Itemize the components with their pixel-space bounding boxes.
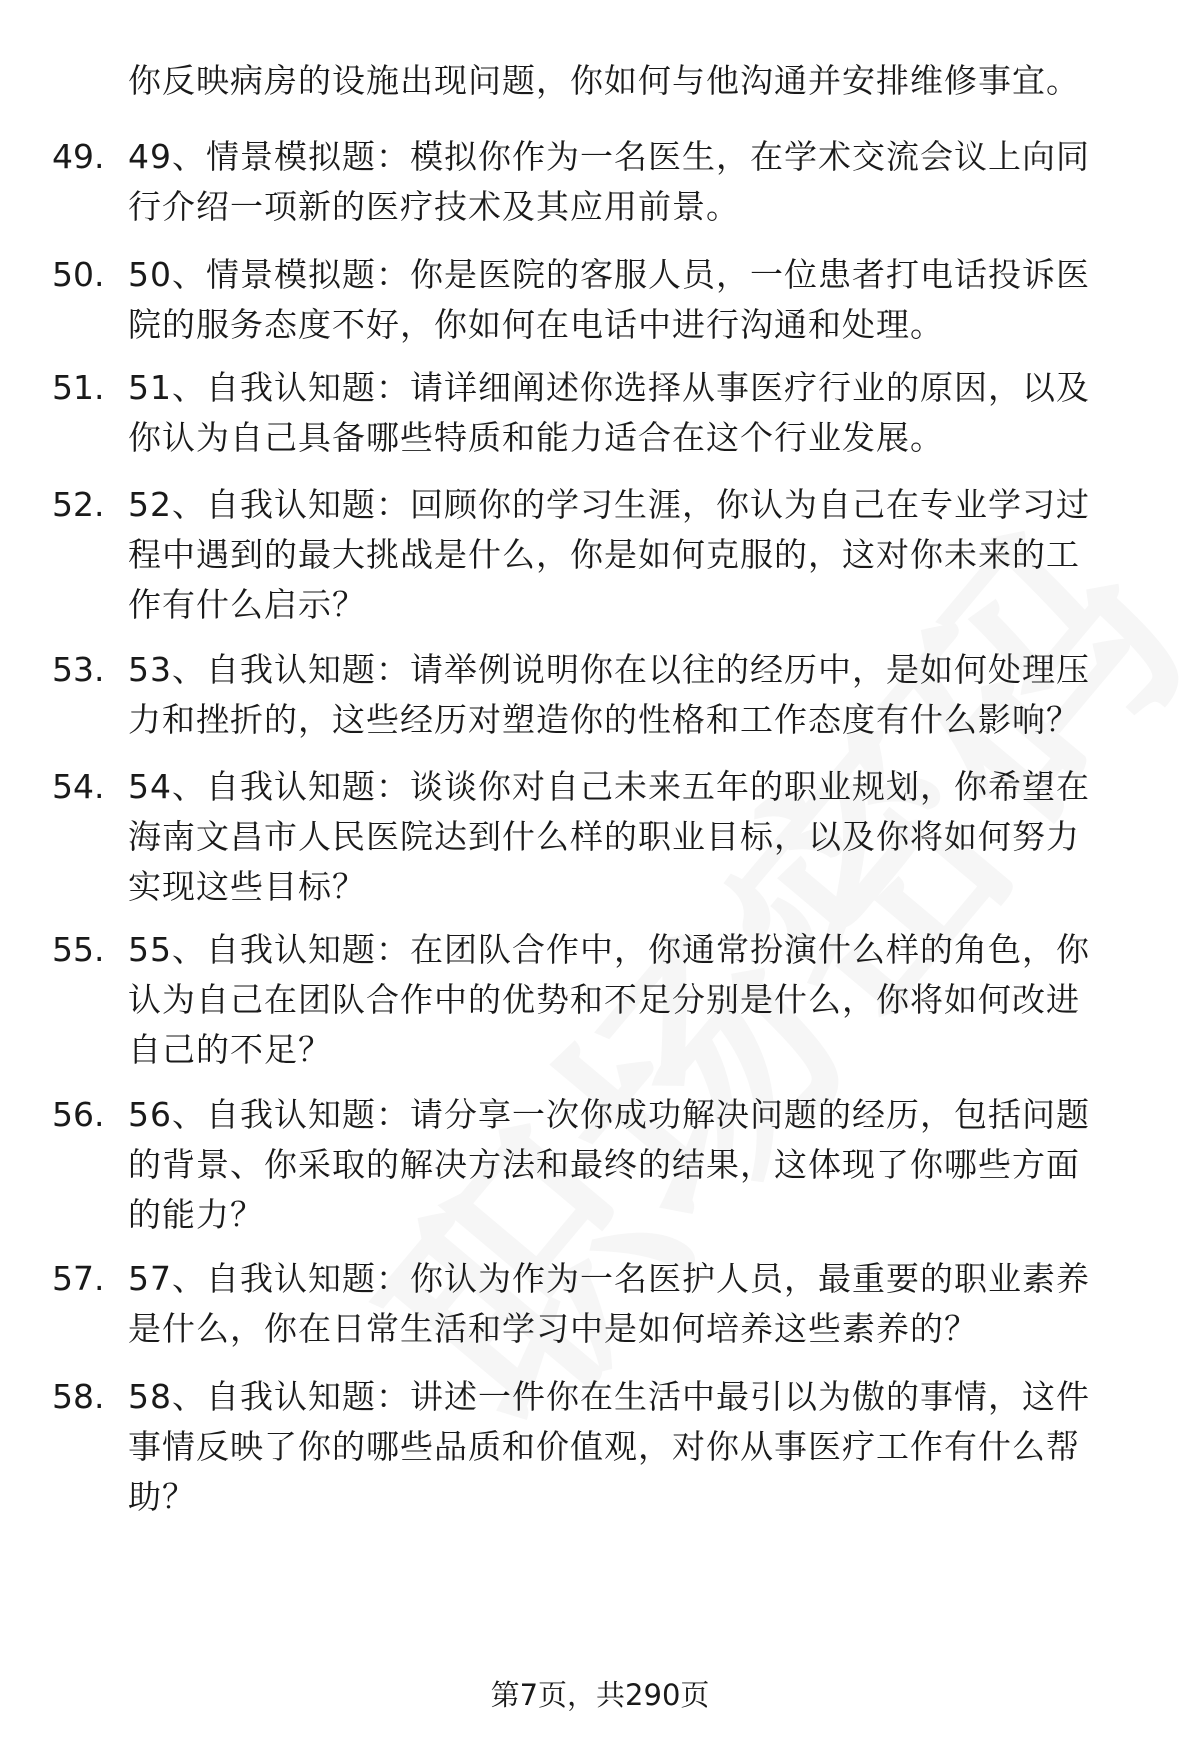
question-line: 49、情景模拟题：模拟你作为一名医生，在学术交流会议上向同 bbox=[128, 137, 1090, 176]
question-text bbox=[128, 1372, 1148, 1522]
question-number: 58. bbox=[52, 1377, 105, 1416]
question-line: 52、自我认知题：回顾你的学习生涯，你认为自己在专业学习过 bbox=[128, 485, 1090, 524]
question-line: 是什么，你在日常生活和学习中是如何培养这些素养的？ bbox=[128, 1309, 978, 1348]
question-number: 49. bbox=[52, 137, 105, 176]
question-line: 事情反映了你的哪些品质和价值观，对你从事医疗工作有什么帮 bbox=[128, 1427, 1080, 1466]
question-line: 海南文昌市人民医院达到什么样的职业目标，以及你将如何努力 bbox=[128, 817, 1080, 856]
question-number: 53. bbox=[52, 650, 105, 689]
question-line: 实现这些目标？ bbox=[128, 867, 366, 906]
question-line: 的能力？ bbox=[128, 1195, 264, 1234]
question-line: 自己的不足？ bbox=[128, 1030, 332, 1069]
question-line: 你认为自己具备哪些特质和能力适合在这个行业发展。 bbox=[128, 418, 944, 457]
question-line: 51、自我认知题：请详细阐述你选择从事医疗行业的原因，以及 bbox=[128, 368, 1090, 407]
question-line: 58、自我认知题：讲述一件你在生活中最引以为傲的事情，这件 bbox=[128, 1377, 1090, 1416]
question-text bbox=[128, 363, 1148, 463]
question-text bbox=[128, 645, 1148, 745]
question-text bbox=[128, 1254, 1148, 1354]
question-line: 力和挫折的，这些经历对塑造你的性格和工作态度有什么影响？ bbox=[128, 700, 1080, 739]
question-number: 52. bbox=[52, 485, 105, 524]
question-number: 57. bbox=[52, 1259, 105, 1298]
continuation-line: 你反映病房的设施出现问题，你如何与他沟通并安排维修事宜。 bbox=[128, 61, 1080, 100]
question-line: 53、自我认知题：请举例说明你在以往的经历中，是如何处理压 bbox=[128, 650, 1090, 689]
question-number: 54. bbox=[52, 767, 105, 806]
question-text bbox=[128, 1090, 1148, 1240]
question-text bbox=[128, 250, 1148, 350]
question-text bbox=[128, 132, 1148, 232]
question-text bbox=[128, 762, 1148, 912]
question-line: 程中遇到的最大挑战是什么，你是如何克服的，这对你未来的工 bbox=[128, 535, 1080, 574]
question-line: 院的服务态度不好，你如何在电话中进行沟通和处理。 bbox=[128, 305, 944, 344]
question-line: 助？ bbox=[128, 1477, 196, 1516]
question-line: 认为自己在团队合作中的优势和不足分别是什么，你将如何改进 bbox=[128, 980, 1080, 1019]
question-line: 行介绍一项新的医疗技术及其应用前景。 bbox=[128, 187, 740, 226]
question-number: 56. bbox=[52, 1095, 105, 1134]
question-line: 54、自我认知题：谈谈你对自己未来五年的职业规划，你希望在 bbox=[128, 767, 1090, 806]
question-line: 55、自我认知题：在团队合作中，你通常扮演什么样的角色，你 bbox=[128, 930, 1090, 969]
question-number: 51. bbox=[52, 368, 105, 407]
question-line: 的背景、你采取的解决方法和最终的结果，这体现了你哪些方面 bbox=[128, 1145, 1080, 1184]
question-line: 50、情景模拟题：你是医院的客服人员，一位患者打电话投诉医 bbox=[128, 255, 1090, 294]
page-footer: 第7页，共290页 bbox=[490, 1678, 710, 1712]
question-number: 50. bbox=[52, 255, 105, 294]
question-text bbox=[128, 480, 1148, 630]
question-line: 作有什么启示？ bbox=[128, 585, 366, 624]
question-text bbox=[128, 925, 1148, 1075]
question-line: 57、自我认知题：你认为作为一名医护人员，最重要的职业素养 bbox=[128, 1259, 1090, 1298]
question-line: 56、自我认知题：请分享一次你成功解决问题的经历，包括问题 bbox=[128, 1095, 1090, 1134]
question-number: 55. bbox=[52, 930, 105, 969]
